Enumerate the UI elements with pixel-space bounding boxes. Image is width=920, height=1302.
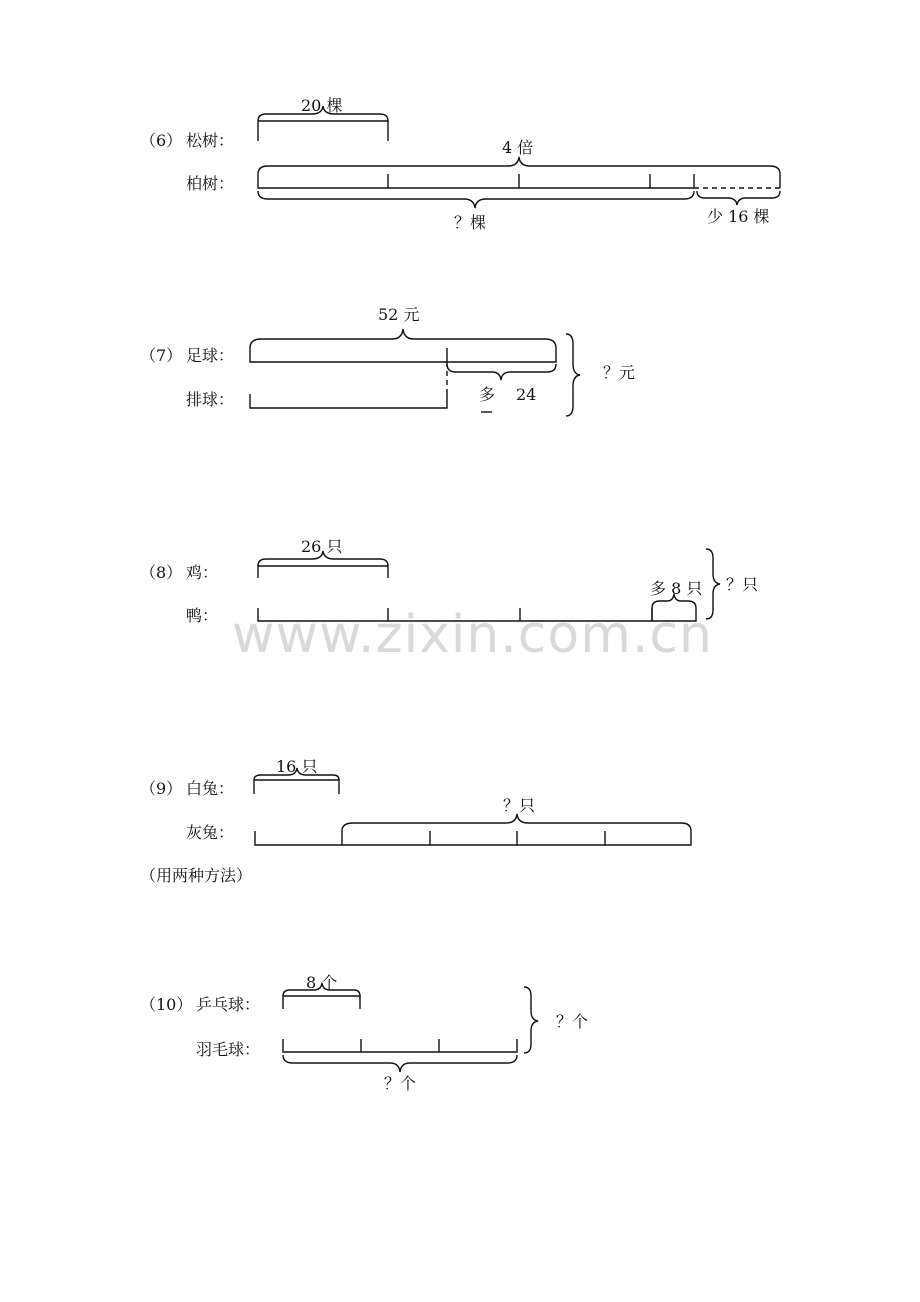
problem-10-row1-label: 乒乓球： <box>196 995 261 1014</box>
times-brace <box>258 157 780 174</box>
unknown-label: ？个 <box>384 1074 417 1093</box>
pingpong-segment <box>283 996 360 1009</box>
problem-6-row1-label: 松树： <box>186 131 235 150</box>
unknown-label: ？只 <box>503 796 536 815</box>
problem-6-number: （6） <box>140 131 183 150</box>
problem-9 <box>140 757 691 885</box>
pingpong-label: 8 个 <box>306 973 338 992</box>
problem-6-row2-label: 柏树： <box>186 174 235 193</box>
problem-7 <box>140 305 635 416</box>
pine-segment <box>258 121 388 141</box>
badminton-line <box>283 1039 517 1052</box>
unknown-brace <box>258 191 694 208</box>
method-note: （用两种方法） <box>140 866 253 885</box>
problem-7-row2-label: 排球： <box>186 390 235 409</box>
problem-7-number: （7） <box>140 346 183 365</box>
white-rabbit-label: 16 只 <box>276 757 318 776</box>
problem-10 <box>140 973 588 1093</box>
right-label: ？只 <box>726 575 759 594</box>
problem-10-row2-label: 羽毛球： <box>196 1040 261 1059</box>
problem-6 <box>140 96 780 232</box>
more-brace <box>447 364 556 380</box>
problem-8-number: （8） <box>140 563 183 582</box>
unknown-brace <box>283 1055 517 1072</box>
unknown-label: ？棵 <box>454 213 487 232</box>
watermark: www.zixin.com.cn <box>232 605 713 665</box>
white-rabbit-segment <box>254 780 339 794</box>
more-label: 多 <box>479 385 496 404</box>
soccer-line <box>250 348 556 362</box>
less-brace <box>697 191 780 205</box>
total-label: 52 元 <box>378 305 420 324</box>
right-label: ？个 <box>556 1012 589 1031</box>
grey-rabbit-line <box>255 831 691 845</box>
right-brace <box>566 334 580 416</box>
chicken-segment <box>258 566 388 578</box>
problem-9-row2-label: 灰兔： <box>186 823 235 842</box>
problem-8-row1-label: 鸡： <box>186 563 219 582</box>
volleyball-line <box>250 394 447 408</box>
right-label: ？元 <box>603 363 636 382</box>
more-value: 24 <box>516 385 537 404</box>
problem-10-number: （10） <box>140 995 193 1014</box>
problem-9-number: （9） <box>140 779 183 798</box>
problem-9-row1-label: 白兔： <box>186 779 235 798</box>
unknown-brace <box>342 814 691 831</box>
problem-8-row2-label: 鸭： <box>186 606 219 625</box>
problem-7-row1-label: 足球： <box>186 346 235 365</box>
right-brace <box>524 987 538 1053</box>
pine-count-label: 20 棵 <box>301 96 343 115</box>
chicken-label: 26 只 <box>301 537 343 556</box>
less-label: 少 16 棵 <box>707 207 770 226</box>
times-label: 4 倍 <box>502 138 534 157</box>
total-brace <box>250 329 556 348</box>
more-label: 多 8 只 <box>650 579 703 598</box>
cypress-line <box>258 174 694 188</box>
